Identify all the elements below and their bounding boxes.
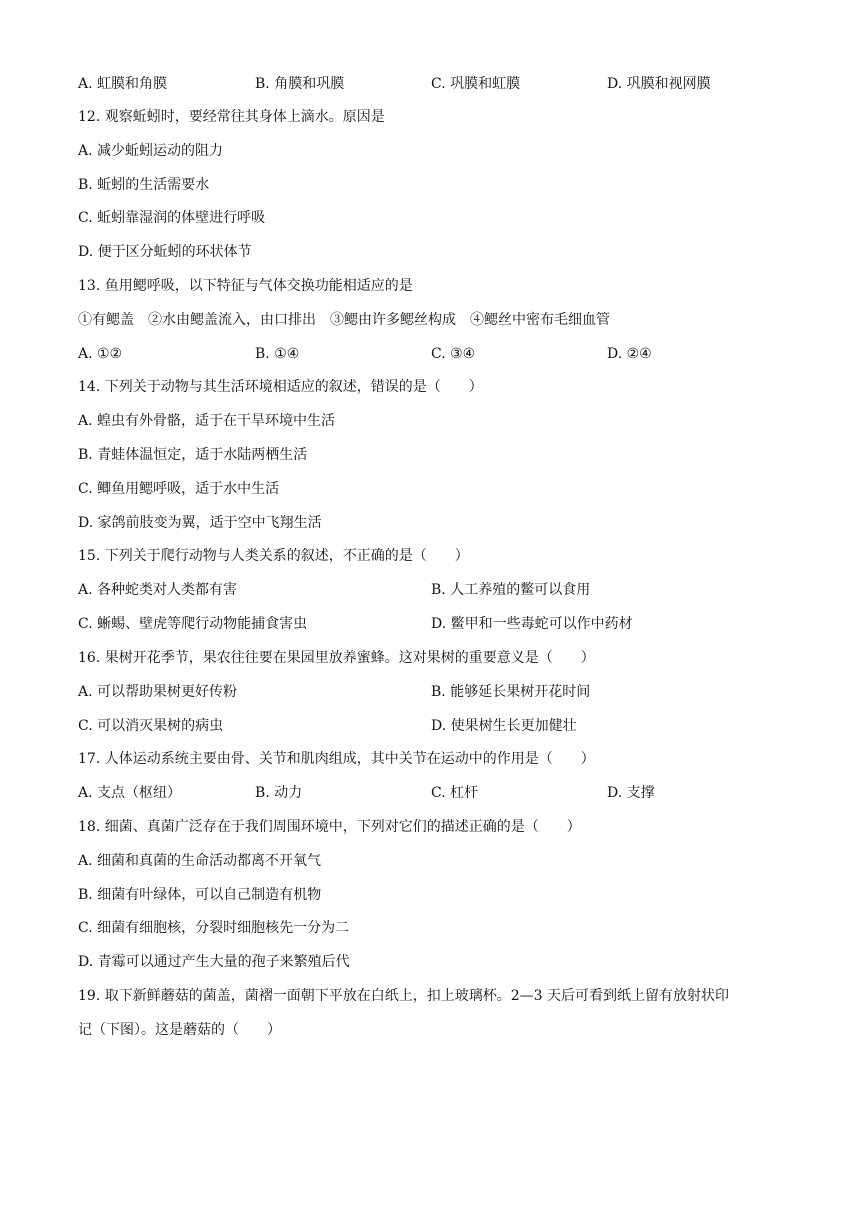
q15-option-b: B. 人工养殖的鳖可以食用 [431, 582, 591, 598]
q18-option-a: A. 细菌和真菌的生命活动都离不开氧气 [78, 853, 322, 869]
q15-option-d: D. 鳖甲和一些毒蛇可以作中药材 [431, 616, 633, 632]
q18-option-d: D. 青霉可以通过产生大量的孢子来繁殖后代 [78, 954, 350, 970]
q14-option-c: C. 鲫鱼用鳃呼吸，适于水中生活 [78, 481, 280, 497]
q16-option-c: C. 可以消灭果树的病虫 [78, 718, 224, 734]
q16-option-a: A. 可以帮助果树更好传粉 [78, 684, 238, 700]
q12-stem: 12. 观察蚯蚓时，要经常往其身体上滴水。原因是 [78, 109, 385, 125]
q18-stem: 18. 细菌、真菌广泛存在于我们周围环境中，下列对它们的描述正确的是（ ） [78, 819, 581, 835]
q11-option-c: C. 巩膜和虹膜 [431, 76, 521, 92]
q13-option-d: D. ②④ [607, 346, 652, 362]
q16-stem: 16. 果树开花季节，果农往往要在果园里放养蜜蜂。这对果树的重要意义是（ ） [78, 650, 595, 666]
q16-option-b: B. 能够延长果树开花时间 [431, 684, 591, 700]
q15-stem: 15. 下列关于爬行动物与人类关系的叙述，不正确的是（ ） [78, 548, 469, 564]
q17-option-c: C. 杠杆 [431, 785, 479, 801]
q17-stem: 17. 人体运动系统主要由骨、关节和肌肉组成，其中关节在运动中的作用是（ ） [78, 751, 595, 767]
q17-option-b: B. 动力 [255, 785, 303, 801]
q18-option-c: C. 细菌有细胞核，分裂时细胞核先一分为二 [78, 920, 350, 936]
q13-option-a: A. ①② [78, 346, 123, 362]
q13-stem: 13. 鱼用鳃呼吸，以下特征与气体交换功能相适应的是 [78, 278, 413, 294]
q13-option-b: B. ①④ [255, 346, 300, 362]
q18-option-b: B. 细菌有叶绿体，可以自己制造有机物 [78, 887, 322, 903]
q13-option-c: C. ③④ [431, 346, 476, 362]
q15-option-c: C. 蜥蜴、壁虎等爬行动物能捕食害虫 [78, 616, 308, 632]
q11-option-b: B. 角膜和巩膜 [255, 76, 345, 92]
q12-option-b: B. 蚯蚓的生活需要水 [78, 177, 210, 193]
q19-stem-line1: 19. 取下新鲜蘑菇的菌盖，菌褶一面朝下平放在白纸上，扣上玻璃杯。2—3 天后可看到纸上留有放射状印 [78, 988, 729, 1004]
q12-option-c: C. 蚯蚓靠湿润的体壁进行呼吸 [78, 210, 266, 226]
q16-option-d: D. 使果树生长更加健壮 [431, 718, 577, 734]
q14-option-d: D. 家鸽前肢变为翼，适于空中飞翔生活 [78, 515, 322, 531]
q14-option-a: A. 蝗虫有外骨骼，适于在干旱环境中生活 [78, 413, 336, 429]
q14-option-b: B. 青蛙体温恒定，适于水陆两栖生活 [78, 447, 308, 463]
q12-option-d: D. 便于区分蚯蚓的环状体节 [78, 244, 252, 260]
q17-option-a: A. 支点（枢纽） [78, 785, 182, 801]
q12-option-a: A. 减少蚯蚓运动的阻力 [78, 143, 224, 159]
q14-stem: 14. 下列关于动物与其生活环境相适应的叙述，错误的是（ ） [78, 379, 483, 395]
q11-option-a: A. 虹膜和角膜 [78, 76, 168, 92]
q19-stem-line2: 记（下图）。这是蘑菇的（ ） [78, 1022, 281, 1038]
q11-option-d: D. 巩膜和视网膜 [607, 76, 711, 92]
q13-statements: ①有鳃盖 ②水由鳃盖流入，由口排出 ③鳃由许多鳃丝构成 ④鳃丝中密布毛细血管 [78, 312, 610, 328]
q17-option-d: D. 支撑 [607, 785, 655, 801]
q15-option-a: A. 各种蛇类对人类都有害 [78, 582, 238, 598]
